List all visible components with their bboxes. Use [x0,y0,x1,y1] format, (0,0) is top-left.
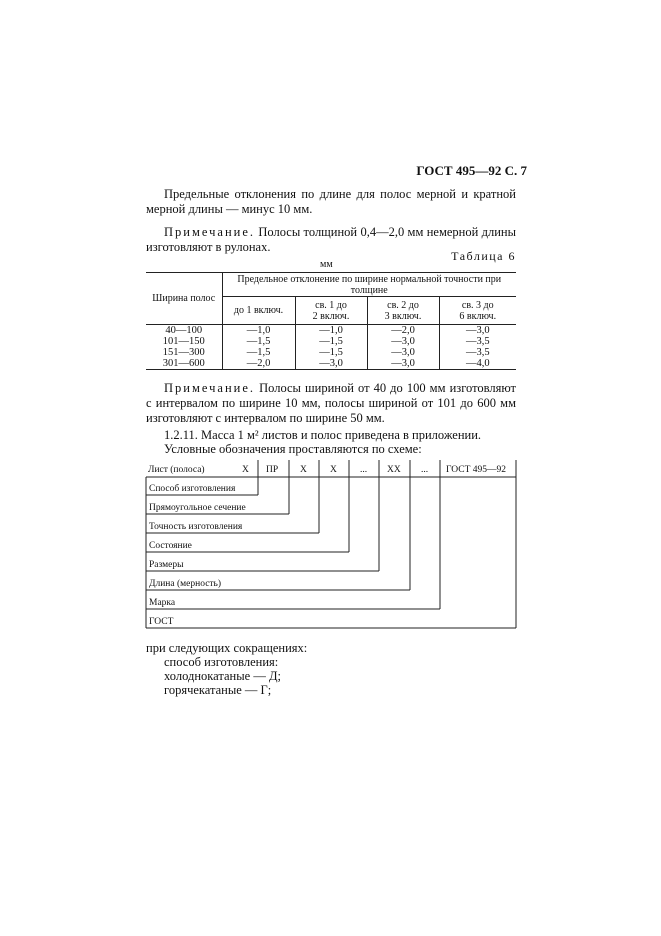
abbr-intro: при следующих сокращениях: [146,641,308,655]
table-6-unit: мм [320,259,333,270]
subcol-header-2: св. 1 до 2 включ. [295,297,367,325]
scheme-code: ГОСТ 495—92 [446,465,506,475]
col-header-width: Ширина полос [146,273,222,325]
abbr-line: холоднокатаные — Д; [164,669,281,683]
cell-value: —3,0 [295,358,367,370]
cell-value: —1,5 [295,347,367,358]
cell-value: —1,5 [222,336,295,347]
scheme-level: Прямоугольное сечение [149,503,246,513]
scheme-code: ... [360,465,368,475]
cell-width: 301—600 [146,358,222,370]
cell-value: —2,0 [367,325,439,337]
length-deviation-paragraph: Предельные отклонения по длине для полос мерной и кратной мерной длины — минус 10 мм. [146,187,516,216]
scheme-level: Марка [149,598,176,608]
note-2-label: Примечание. [164,381,256,395]
cell-value: —3,0 [367,336,439,347]
scheme-level: Состояние [149,541,192,551]
cell-value: —2,0 [222,358,295,370]
cell-value: —4,0 [439,358,516,370]
scheme-top-label: Лист (полоса) [148,465,205,475]
table-6-caption: Таблица 6 [451,249,516,263]
page-header: ГОСТ 495—92 С. 7 [416,163,527,178]
note-1-label: Примечание. [164,225,256,239]
scheme-level: Способ изготовления [149,484,236,494]
scheme-code: Х [330,465,337,475]
cell-value: —1,0 [222,325,295,337]
abbr-line: горячекатаные — Г; [164,683,272,697]
cell-value: —3,0 [367,358,439,370]
abbr-line: способ изготовления: [164,655,279,669]
mass-paragraph: 1.2.11. Масса 1 м² листов и полос приведена в приложении. [164,428,482,442]
scheme-intro: Условные обозначения проставляются по схеме: [164,442,422,456]
cell-value: —3,5 [439,336,516,347]
scheme-level: Точность изготовления [149,522,243,532]
cell-value: —3,0 [367,347,439,358]
cell-value: —1,5 [222,347,295,358]
scheme-code: Х [242,465,249,475]
cell-width: 101—150 [162,336,205,347]
subcol-header-3: св. 2 до 3 включ. [367,297,439,325]
scheme-level: Размеры [149,560,184,570]
scheme-code: ... [421,465,429,475]
scheme-code: ПР [266,465,279,475]
scheme-code: Х [300,465,307,475]
scheme-code: ХХ [387,465,401,475]
note-1-text: Полосы толщиной 0,4—2,0 мм немерной длины изготовляют в рулонах. [146,225,516,254]
cell-value: —1,5 [295,336,367,347]
subcol-header-4: св. 3 до 6 включ. [439,297,516,325]
cell-width: 40—100 [165,325,203,336]
col-header-group: Предельное отклонение по ширине нормальной точности при толщине [222,273,516,297]
cell-value: —1,0 [295,325,367,337]
cell-width: 151—300 [162,347,205,358]
scheme-level: Длина (мерность) [149,579,222,589]
cell-value: —3,5 [439,347,516,358]
scheme-level: ГОСТ [149,617,174,627]
cell-value: —3,0 [439,325,516,337]
note-2-text: Полосы шириной от 40 до 100 мм изготовляют с интервалом по ширине 10 мм, полосы шириной от 101 до 600 мм изготовляют с интервалом по ширине 50 мм. [146,381,517,425]
subcol-header-1: до 1 включ. [222,297,295,325]
